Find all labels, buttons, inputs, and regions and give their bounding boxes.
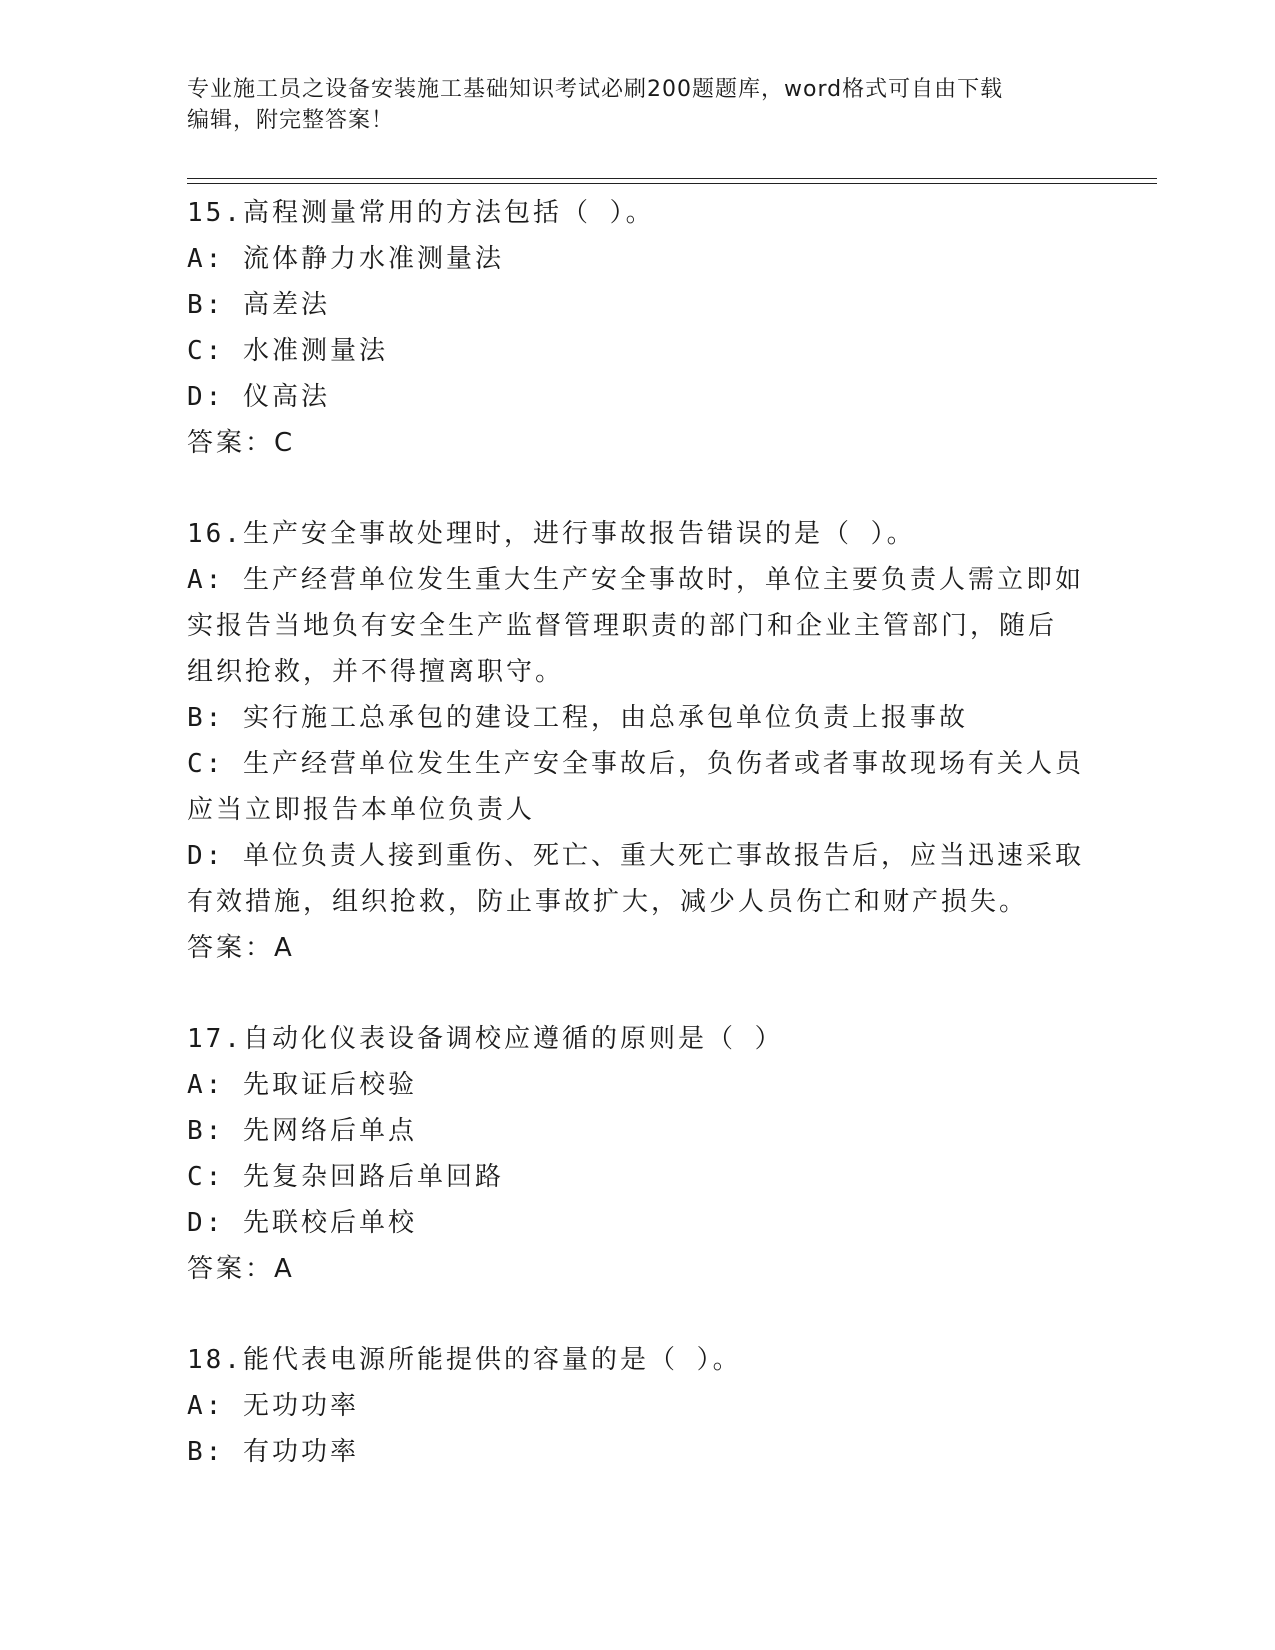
option-d-line-2: 有效措施，组织抢救，防止事故扩大，减少人员伤亡和财产损失。	[187, 887, 1029, 917]
option-b: B: 先网络后单点	[187, 1116, 417, 1146]
question-15	[187, 190, 1087, 466]
option-a-line-3: 组织抢救，并不得擅离职守。	[187, 657, 565, 687]
header-divider-top	[187, 178, 1157, 179]
option-b: B: 实行施工总承包的建设工程，由总承包单位负责上报事故	[187, 703, 968, 733]
answer: 答案：A	[187, 1254, 295, 1284]
question-18	[187, 1337, 1087, 1475]
option-d: D: 先联校后单校	[187, 1208, 417, 1238]
header-line-1: 专业施工员之设备安装施工基础知识考试必刷200题题库，word格式可自由下载	[187, 77, 1004, 102]
question-stem: 16.生产安全事故处理时，进行事故报告错误的是（ ）。	[187, 519, 916, 549]
option-a-line-1: A: 生产经营单位发生重大生产安全事故时，单位主要负责人需立即如	[187, 565, 1084, 595]
header-divider-bottom	[187, 183, 1157, 184]
question-list	[187, 190, 1087, 1520]
question-stem: 15.高程测量常用的方法包括（ ）。	[187, 198, 655, 228]
option-a-line-2: 实报告当地负有安全生产监督管理职责的部门和企业主管部门，随后	[187, 611, 1058, 641]
option-a: A: 流体静力水准测量法	[187, 244, 504, 274]
option-a: A: 先取证后校验	[187, 1070, 417, 1100]
option-d-line-1: D: 单位负责人接到重伤、死亡、重大死亡事故报告后，应当迅速采取	[187, 841, 1084, 871]
question-17	[187, 1016, 1087, 1292]
answer: 答案：C	[187, 428, 296, 458]
option-c: C: 先复杂回路后单回路	[187, 1162, 504, 1192]
option-a: A: 无功功率	[187, 1391, 359, 1421]
option-c-line-2: 应当立即报告本单位负责人	[187, 795, 536, 825]
answer: 答案：A	[187, 933, 295, 963]
option-c-line-1: C: 生产经营单位发生生产安全事故后，负伤者或者事故现场有关人员	[187, 749, 1084, 779]
document-header	[187, 74, 1067, 136]
option-b: B: 高差法	[187, 290, 330, 320]
question-16	[187, 511, 1087, 971]
header-line-2: 编辑，附完整答案！	[187, 108, 395, 133]
question-stem: 18.能代表电源所能提供的容量的是（ ）。	[187, 1345, 742, 1375]
option-d: D: 仪高法	[187, 382, 330, 412]
option-c: C: 水准测量法	[187, 336, 388, 366]
question-stem: 17.自动化仪表设备调校应遵循的原则是（ ）	[187, 1024, 784, 1054]
option-b: B: 有功功率	[187, 1437, 359, 1467]
